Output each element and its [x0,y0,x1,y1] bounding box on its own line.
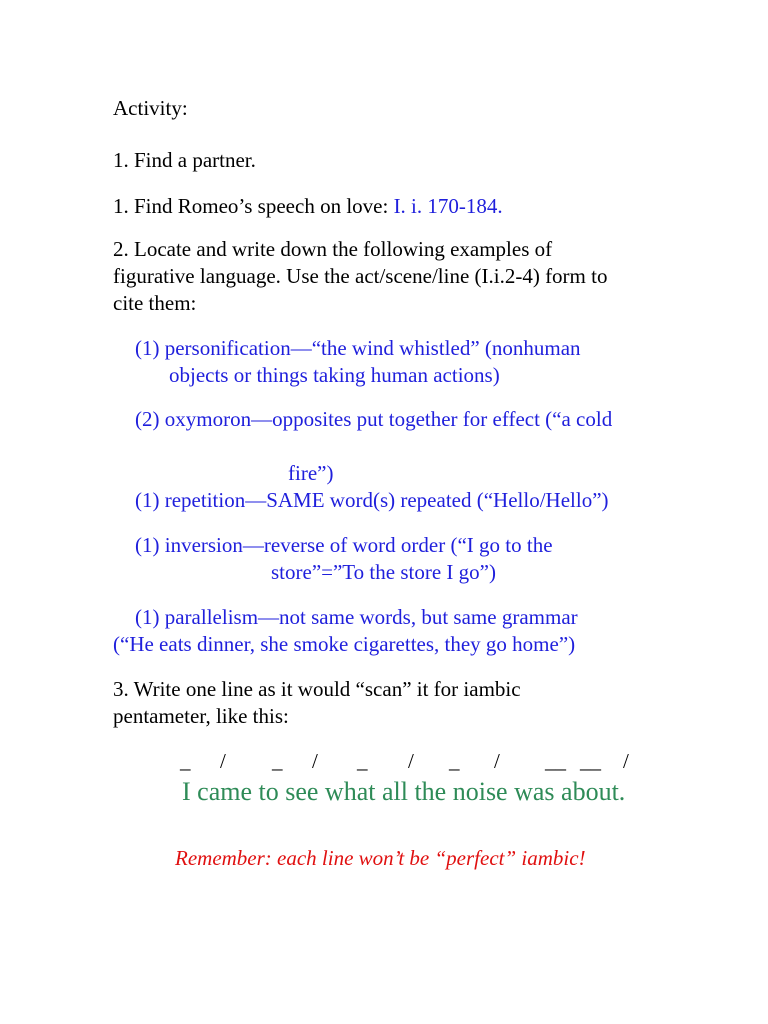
scan-instruction-line-1: 3. Write one line as it would “scan” it for iambic [113,677,521,701]
personification-line-2: objects or things taking human actions) [169,363,500,387]
scan-mark-8: / [494,749,500,773]
scan-mark-3: _ [272,749,283,773]
scan-mark-2: / [220,749,226,773]
scan-mark-4: / [312,749,318,773]
step-locate-line-2: figurative language. Use the act/scene/line (I.i.2-4) form to [113,264,608,288]
scan-mark-11: / [623,749,629,773]
scansion-marks [0,748,768,775]
scan-mark-10: __ [580,749,601,773]
step-locate-line-1: 2. Locate and write down the following examples of [113,237,553,261]
scan-mark-1: _ [180,749,191,773]
oxymoron-line-1: (2) oxymoron—opposites put together for effect (“a cold [135,407,613,431]
step-find-speech-text: 1. Find Romeo’s speech on love: [113,194,394,218]
step-find-speech [113,193,503,220]
reminder-note: Remember: each line won’t be “perfect” iambic! [175,846,586,870]
scan-mark-5: _ [357,749,368,773]
activity-heading: Activity: [113,96,188,120]
scan-mark-9: __ [545,749,566,773]
scan-instruction-line-2: pentameter, like this: [113,704,289,728]
step-find-partner: 1. Find a partner. [113,148,256,172]
parallelism-line-1: (1) parallelism—not same words, but same grammar [135,605,578,629]
scan-mark-7: _ [449,749,460,773]
scan-mark-6: / [408,749,414,773]
personification-line-1: (1) personification—“the wind whistled” (nonhuman [135,336,581,360]
step-locate-line-3: cite them: [113,291,197,315]
parallelism-line-2: (“He eats dinner, she smoke cigarettes, they go home”) [113,632,576,656]
inversion-line-2: store”=”To the store I go”) [271,560,496,584]
speech-citation: I. i. 170-184. [393,194,503,218]
repetition-line: (1) repetition—SAME word(s) repeated (“Hello/Hello”) [135,488,609,512]
iambic-example-line: I came to see what all the noise was about. [182,777,626,806]
inversion-line-1: (1) inversion—reverse of word order (“I go to the [135,533,553,557]
oxymoron-line-2: fire”) [288,461,334,485]
